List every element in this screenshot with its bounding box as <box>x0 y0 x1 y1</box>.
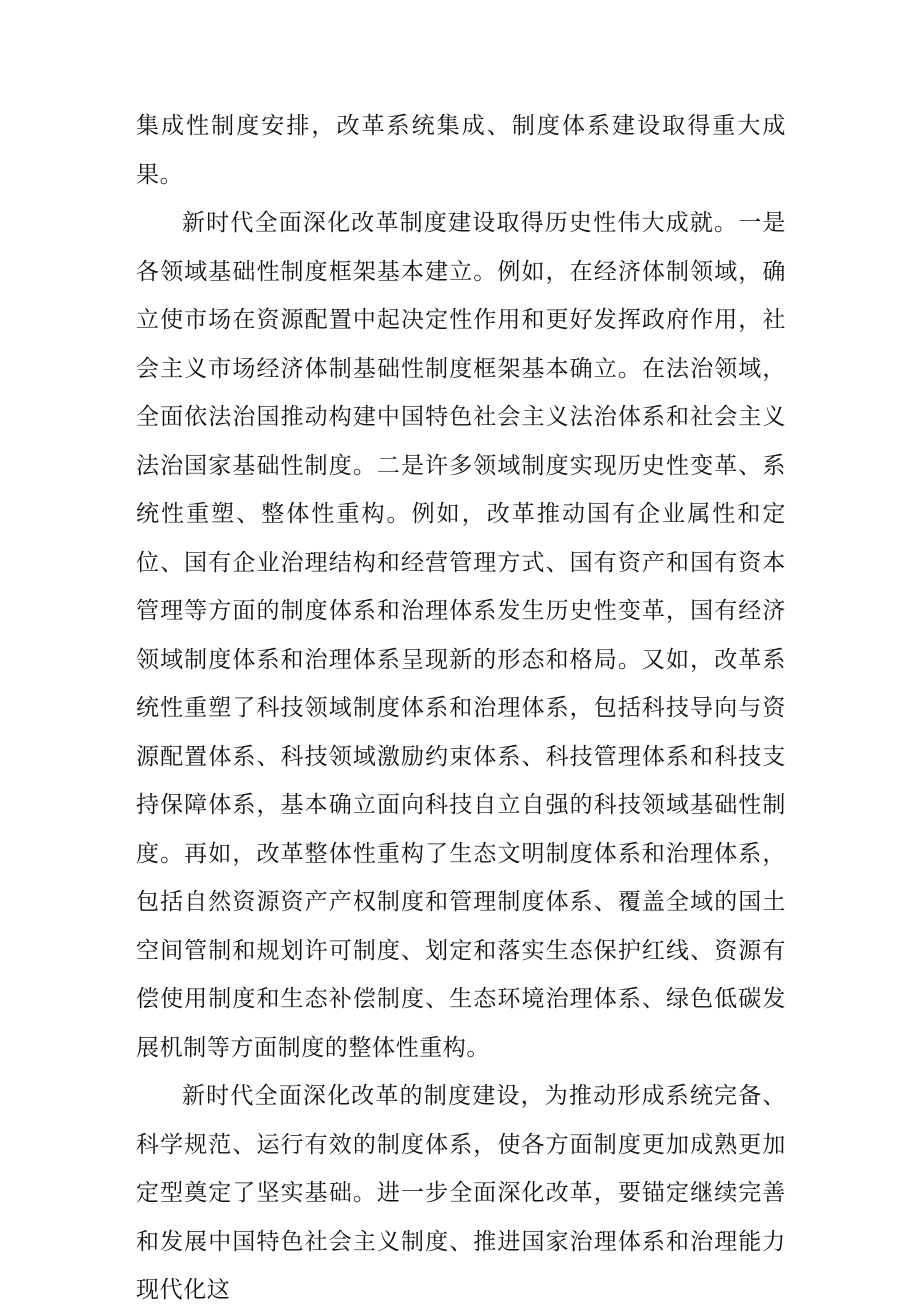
body-text <box>136 102 786 1315</box>
paragraph-3: 新时代全面深化改革的制度建设，为推动形成系统完备、科学规范、运行有效的制度体系，使各方面制度更加成熟更加定型奠定了坚实基础。进一步全面深化改革，要锚定继续完善和发展中国特色社会主义制度、推进国家治理体系和治理能力现代化这 <box>136 1083 786 1303</box>
paragraph-2: 新时代全面深化改革制度建设取得历史性伟大成就。一是各领域基础性制度框架基本建立。例如，在经济体制领域，确立使市场在资源配置中起决定性作用和更好发挥政府作用，社会主义市场经济体制基础性制度框架基本确立。在法治领域，全面依法治国推动构建中国特色社会主义法治体系和社会主义法治国家基础性制度。二是许多领域制度实现历史性变革、系统性重塑、整体性重构。例如，改革推动国有企业属性和定位、国有企业治理结构和经营管理方式、国有资产和国有资本管理等方面的制度体系和治理体系发生历史性变革，国有经济领域制度体系和治理体系呈现新的形态和格局。又如，改革系统性重塑了科技领域制度体系和治理体系，包括科技导向与资源配置体系、科技领域激励约束体系、科技管理体系和科技支持保障体系，基本确立面向科技自立自强的科技领域基础性制度。再如，改革整体性重构了生态文明制度体系和治理体系，包括自然资源资产产权制度和管理制度体系、覆盖全域的国土空间管制和规划许可制度、划定和落实生态保护红线、资源有偿使用制度和生态补偿制度、生态环境治理体系、绿色低碳发展机制等方面制度的整体性重构。 <box>136 210 786 1061</box>
paragraph-1: 集成性制度安排，改革系统集成、制度体系建设取得重大成果。 <box>136 113 786 188</box>
